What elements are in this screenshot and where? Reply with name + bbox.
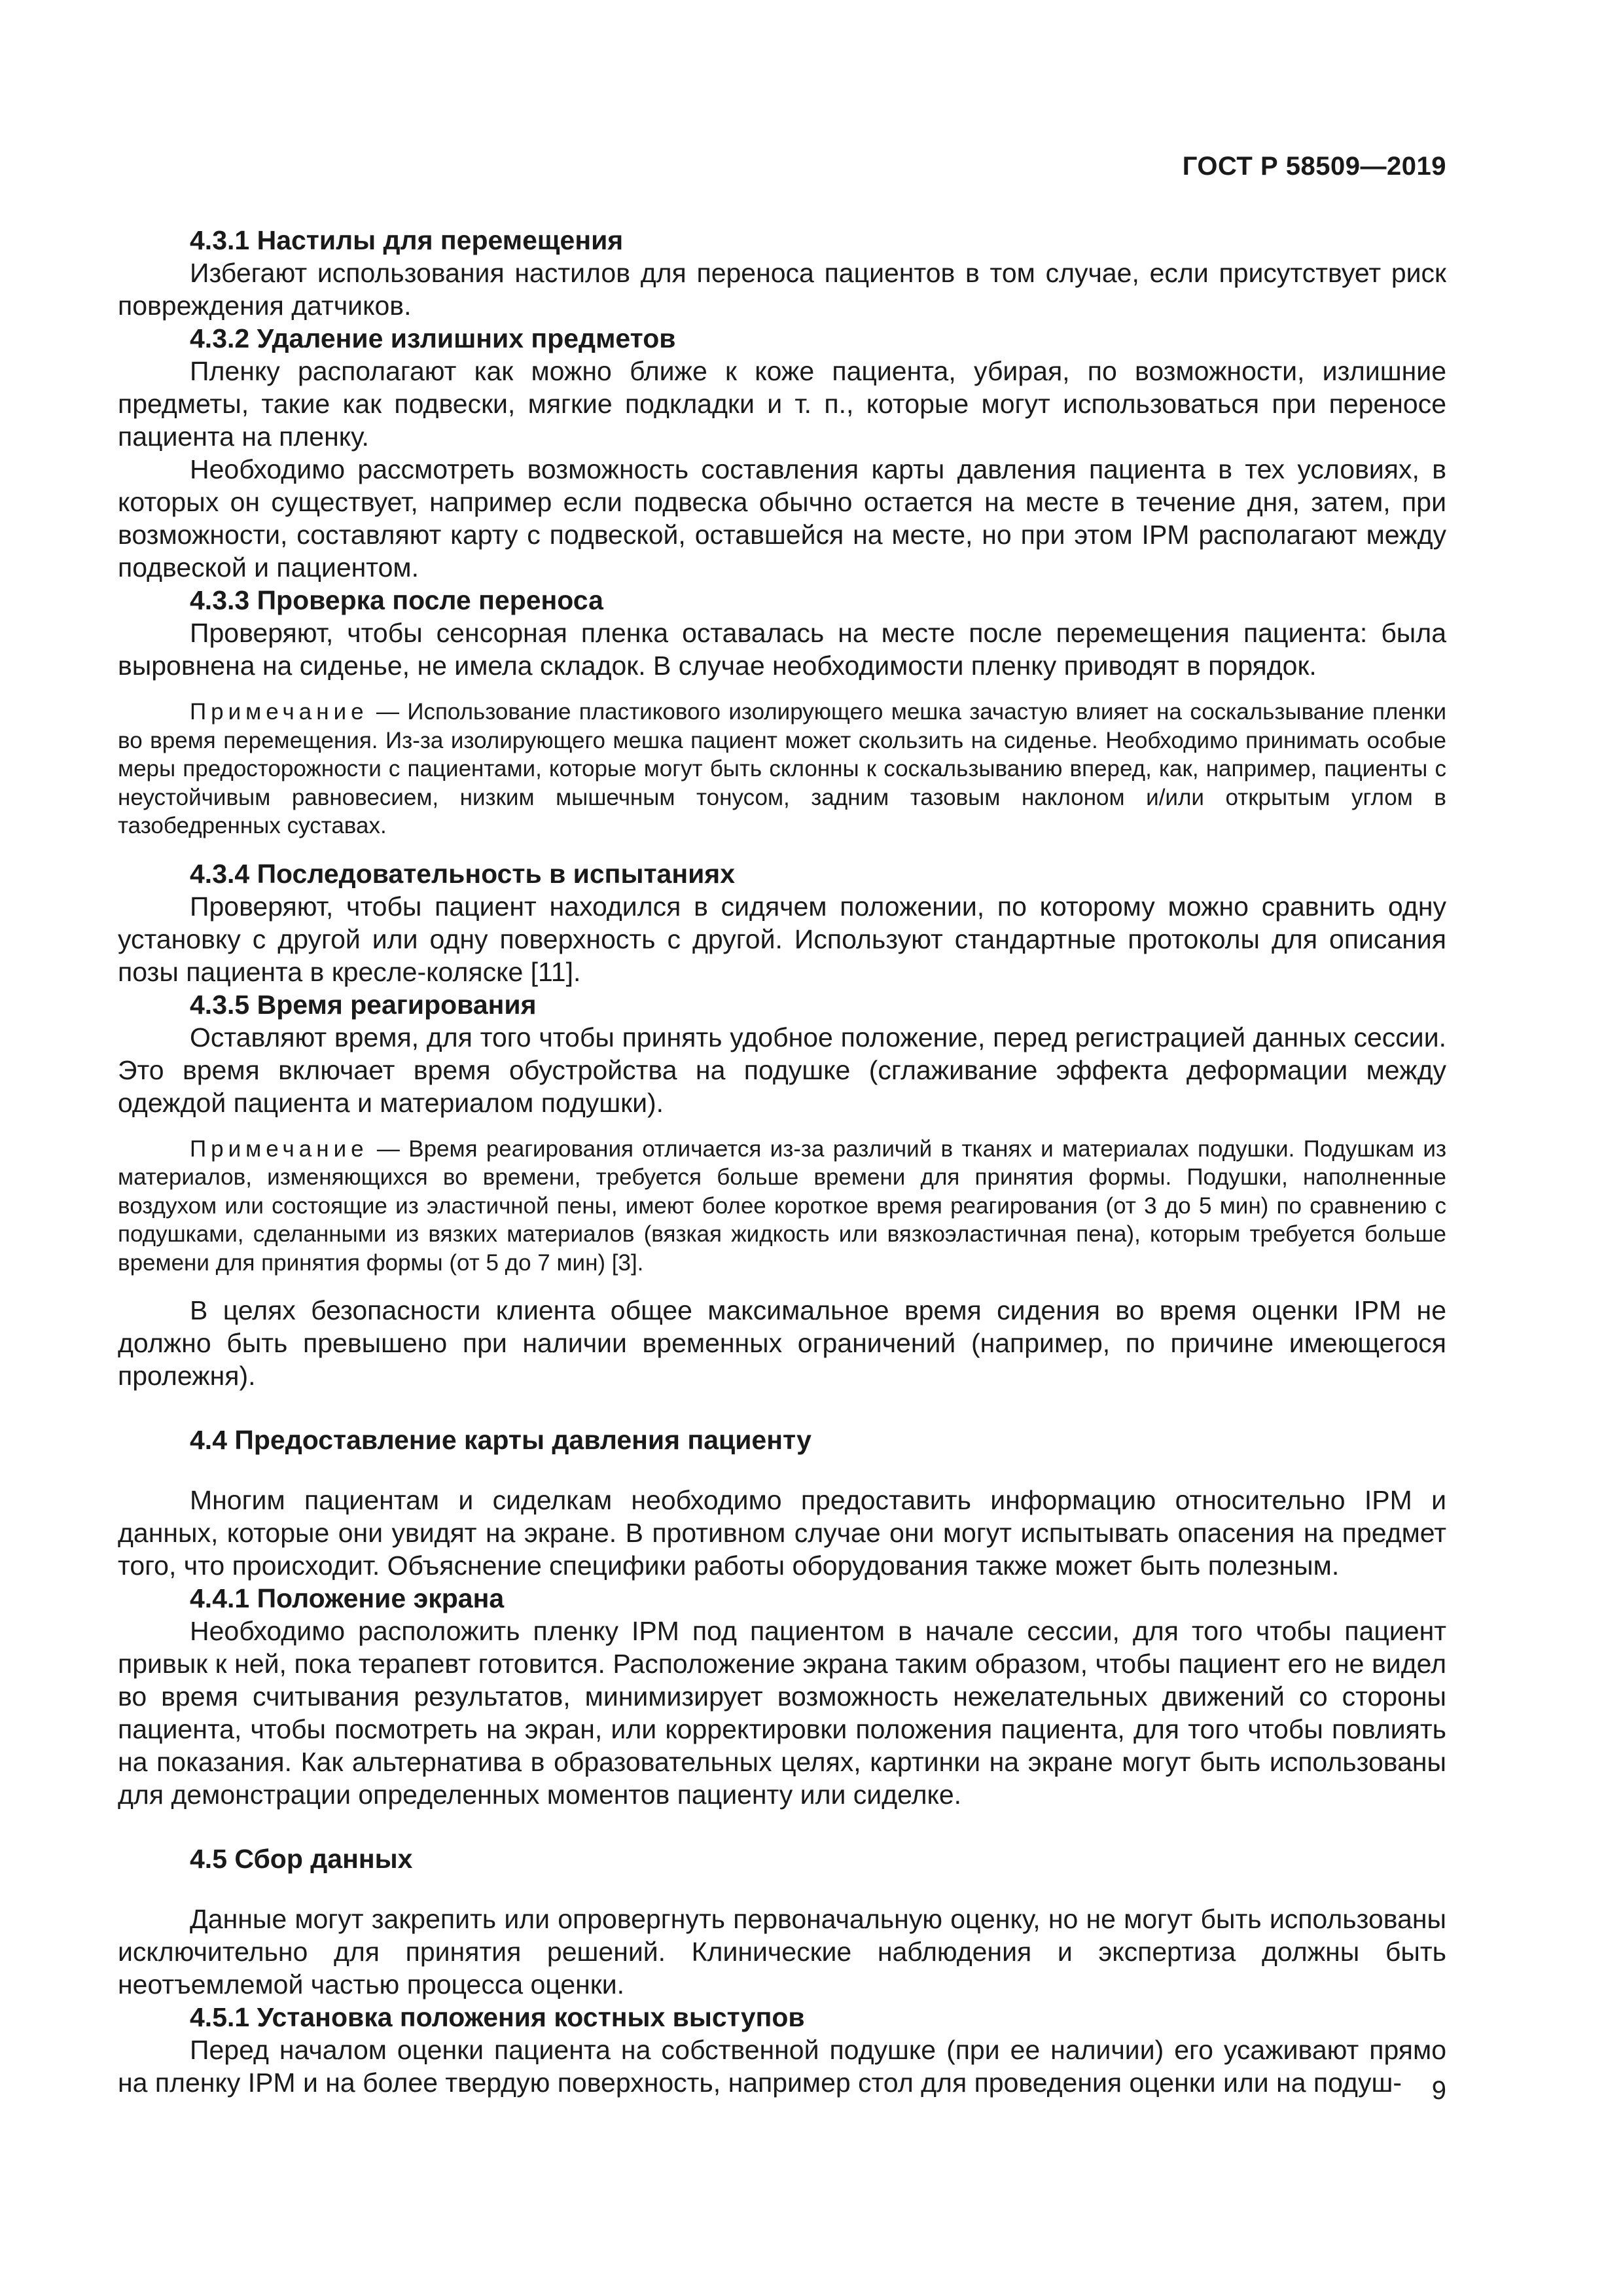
section-heading-4-5-1: 4.5.1 Установка положения костных выступов [190,2002,805,2032]
note [118,698,1446,840]
note-text: — Использование пластикового изолирующего мешка зачастую влияет на соскальзывание пленки во время перемещения. Из-за изолирующего мешка пациент может скользить на сиденье. Необходимо принимать особые меры предосторожности с пациентами, которые могут быть склонны к соскальзыванию вперед, как, например, пациенты с неустойчивым равновесием, низким мышечным тонусом, задним тазовым наклоном и/или открытым углом в тазобедренных суставах. [118,699,1446,838]
paragraph: Перед началом оценки пациента на собственной подушке (при ее наличии) его усаживают прямо на пленку IPM и на более твердую поверхность, например стол для проведения оценки или на подуш- [118,2035,1446,2098]
paragraph: Многим пациентам и сиделкам необходимо предоставить информацию относительно IPM и данных, которые они увидят на экране. В противном случае они могут испытывать опасения на предмет того, что происходит. Объяснение специфики работы оборудования также может быть полезным. [118,1485,1446,1581]
paragraph: Необходимо рассмотреть возможность составления карты давления пациента в тех условиях, в которых он существует, например если подвеска обычно остается на месте в течение дня, затем, при возможности, составляют карту с подвеской, оставшейся на месте, но при этом IPM располагают между подвеской и пациентом. [118,454,1446,583]
paragraph: В целях безопасности клиента общее максимальное время сидения во время оценки IPM не должно быть превышено при наличии временных ограничений (например, по причине имеющегося пролежня). [118,1295,1446,1391]
section-heading-4-3-3: 4.3.3 Проверка после переноса [190,585,603,615]
section-heading-4-4: 4.4 Предоставление карты давления пациенту [190,1425,812,1455]
document-code: ГОСТ Р 58509—2019 [1182,152,1446,181]
section-heading-4-3-2: 4.3.2 Удаление излишних предметов [190,323,676,353]
note-label: Примечание [190,1136,368,1162]
paragraph: Проверяют, чтобы сенсорная пленка оставалась на месте после перемещения пациента: была выровнена на сиденье, не имела складок. В случае необходимости пленку приводят в порядок. [118,618,1446,681]
paragraph: Избегают использования настилов для переноса пациентов в том случае, если присутствует риск повреждения датчиков. [118,258,1446,321]
paragraph: Пленку располагают как можно ближе к коже пациента, убирая, по возможности, излишние предметы, такие как подвески, мягкие подкладки и т. п., которые могут использоваться при переносе пациента на пленку. [118,356,1446,452]
section-heading-4-5: 4.5 Сбор данных [190,1844,413,1874]
paragraph: Данные могут закрепить или опровергнуть первоначальную оценку, но не могут быть использованы исключительно для принятия решений. Клинические наблюдения и экспертиза должны быть неотъемлемой частью процесса оценки. [118,1904,1446,2000]
section-heading-4-4-1: 4.4.1 Положение экрана [190,1583,505,1613]
section-heading-4-3-4: 4.3.4 Последовательность в испытаниях [190,858,736,889]
page-number: 9 [1431,2076,1446,2105]
paragraph: Оставляют время, для того чтобы принять удобное положение, перед регистрацией данных сессии. Это время включает время обустройства на подушке (сглаживание эффекта деформации между одеждой пациента и материалом подушки). [118,1022,1446,1118]
document-body [118,224,1446,2099]
note-text: — Время реагирования отличается из-за различий в тканях и материалах подушки. Подушкам из материалов, изменяющихся во времени, требуется больше времени для принятия формы. Подушки, наполненные воздухом или состоящие из эластичной пены, имеют более короткое время реагирования (от 3 до 5 мин) по сравнению с подушками, сделанными из вязких материалов (вязкая жидкость или вязкоэластичная пена), которым требуется больше времени для принятия формы (от 5 до 7 мин) [3]. [118,1136,1446,1276]
note-label: Примечание [190,699,368,725]
section-heading-4-3-5: 4.3.5 Время реагирования [190,989,537,1020]
note [118,1135,1446,1278]
paragraph: Проверяют, чтобы пациент находился в сидячем положении, по которому можно сравнить одну установку с другой или одну поверхность с другой. Используют стандартные протоколы для описания позы пациента в кресле-коляске [11]. [118,891,1446,987]
section-heading-4-3-1: 4.3.1 Настилы для перемещения [190,225,624,255]
paragraph: Необходимо расположить пленку IPM под пациентом в начале сессии, для того чтобы пациент привык к ней, пока терапевт готовится. Расположение экрана таким образом, чтобы пациент его не видел во время считывания результатов, минимизирует возможность нежелательных движений со стороны пациента, чтобы посмотреть на экран, или корректировки положения пациента, для того чтобы повлиять на показания. Как альтернатива в образовательных целях, картинки на экране могут быть использованы для демонстрации определенных моментов пациенту или сиделке. [118,1616,1446,1810]
